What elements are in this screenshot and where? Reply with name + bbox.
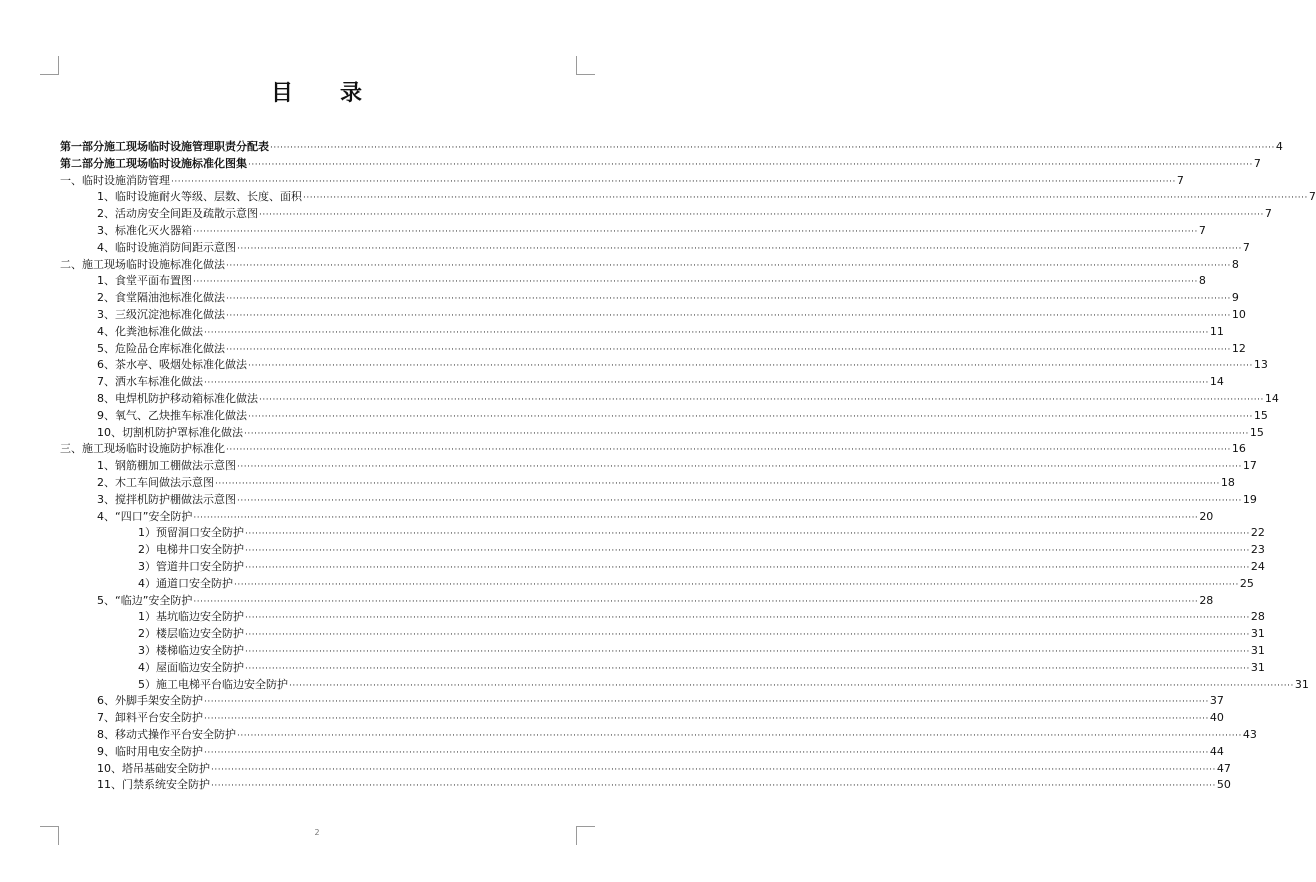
toc-leader-dots: ··········································································································································································································································································································· [215, 479, 1220, 489]
toc-leader-dots: ··········································································································································································································································································································· [204, 378, 1209, 389]
toc-entry-page: 31 [1250, 660, 1265, 674]
toc-entry-number: 1、 [97, 190, 115, 204]
toc-entry-page: 47 [1216, 761, 1231, 775]
toc-entry-number: 1、 [97, 459, 115, 473]
toc-entry-number: 10、 [97, 761, 122, 775]
toc-entry-page: 43 [1242, 728, 1257, 741]
toc-entry[interactable] [138, 525, 1265, 541]
toc-entry-title: 门禁系统安全防护 [122, 778, 210, 792]
toc-entry-page: 31 [1294, 677, 1309, 691]
toc-entry-number: 1、 [97, 274, 115, 288]
toc-entry-page: 40 [1209, 711, 1224, 725]
toc-entry-page: 20 [1199, 509, 1214, 523]
toc-entry-page: 10 [1231, 308, 1246, 321]
toc-leader-dots: ··········································································································································································································································································································· [204, 697, 1209, 708]
toc-entry[interactable] [97, 189, 1316, 205]
toc-entry-number: 第二部分 [60, 156, 104, 170]
toc-entry-page: 12 [1231, 341, 1246, 355]
toc-entry[interactable] [97, 290, 1239, 306]
toc-entry[interactable] [97, 324, 1224, 340]
toc-entry-title: “四口”安全防护 [115, 509, 193, 523]
toc-leader-dots: ··········································································································································································································································································································· [204, 714, 1209, 725]
toc-entry-title: 临时用电安全防护 [115, 744, 203, 758]
toc-entry-page: 14 [1264, 392, 1279, 405]
toc-entry-page: 18 [1220, 476, 1235, 489]
toc-leader-dots: ··········································································································································································································································································································· [204, 327, 1209, 338]
toc-entry-page: 7 [1242, 240, 1250, 254]
toc-entry-title: 三级沉淀池标准化做法 [115, 308, 225, 321]
toc-entry[interactable] [97, 341, 1246, 357]
toc-entry-page: 15 [1253, 408, 1268, 422]
toc-entry[interactable] [97, 408, 1268, 424]
toc-entry-title: 化粪池标准化做法 [115, 324, 203, 338]
toc-leader-dots: ··········································································································································································································································································································· [226, 344, 1231, 355]
toc-leader-dots: ··········································································································································································································································································································· [245, 613, 1250, 624]
toc-entry-page: 28 [1250, 610, 1265, 624]
toc-entry[interactable] [97, 206, 1272, 222]
toc-title-char-1: 目 [270, 80, 294, 106]
toc-leader-dots: ··········································································································································································································································································································· [245, 546, 1250, 557]
toc-leader-dots: ··········································································································································································································································································································· [237, 462, 1242, 473]
toc-leader-dots: ··········································································································································································································································································································· [204, 747, 1209, 758]
toc-entry-title: 临时设施消防管理 [82, 173, 170, 187]
toc-entry-number: 二、 [60, 257, 82, 271]
toc-entry-title: 危险品仓库标准化做法 [115, 341, 225, 355]
toc-leader-dots: ··········································································································································································································································································································· [226, 445, 1231, 456]
toc-entry-page: 24 [1250, 560, 1265, 573]
toc-entry-number: 10、 [97, 425, 122, 439]
toc-entry-page: 28 [1199, 593, 1214, 607]
toc-entry-title: 钢筋棚加工棚做法示意图 [115, 459, 236, 473]
toc-entry[interactable] [97, 425, 1264, 441]
toc-leader-dots: ··········································································································································································································································································································· [245, 630, 1250, 641]
toc-entry-number: 一、 [60, 173, 82, 187]
toc-entry-page: 15 [1249, 425, 1264, 439]
toc-entry[interactable] [97, 761, 1231, 777]
toc-leader-dots: ··········································································································································································································································································································· [248, 159, 1253, 170]
toc-leader-dots: ··········································································································································································································································································································· [245, 647, 1250, 657]
toc-entry-title: 预留洞口安全防护 [156, 526, 244, 540]
toc-leader-dots: ··········································································································································································································································································································· [248, 411, 1253, 422]
toc-leader-dots: ··········································································································································································································································································································· [171, 176, 1176, 187]
toc-entry-title: 活动房安全间距及疏散示意图 [115, 207, 258, 221]
toc-entry-number: 7、 [97, 711, 115, 725]
toc-leader-dots: ··········································································································································································································································································································· [211, 764, 1216, 775]
toc-entry-title: 施工电梯平台临边安全防护 [156, 677, 288, 691]
toc-entry-title: 氧气、乙炔推车标准化做法 [115, 408, 247, 422]
toc-entry-number: 2） [138, 543, 156, 557]
toc-entry[interactable] [97, 273, 1206, 289]
toc-entry-number: 3、 [97, 492, 115, 506]
toc-entry-title: 基坑临边安全防护 [156, 610, 244, 624]
toc-entry-title: 屋面临边安全防护 [156, 660, 244, 674]
toc-entry-page: 37 [1209, 694, 1224, 708]
toc-leader-dots: ··········································································································································································································································································································· [193, 512, 1199, 523]
toc-entry[interactable] [60, 257, 1239, 273]
toc-entry-title: 楼梯临边安全防护 [156, 644, 244, 657]
toc-entry-number: 2、 [97, 291, 115, 305]
crop-mark-top-right [576, 56, 595, 75]
toc-entry[interactable] [97, 391, 1279, 407]
toc-leader-dots: ··········································································································································································································································································································· [193, 596, 1199, 607]
toc-entry-number: 6、 [97, 694, 115, 708]
toc-entry[interactable] [97, 727, 1257, 743]
toc-entry-page: 44 [1209, 744, 1224, 758]
toc-entry-title: 施工现场临时设施标准化做法 [82, 257, 225, 271]
toc-entry[interactable] [138, 609, 1265, 625]
toc-entry[interactable] [97, 492, 1257, 508]
toc-leader-dots: ··········································································································································································································································································································· [245, 663, 1250, 674]
toc-entry-page: 7 [1198, 224, 1206, 237]
toc-entry[interactable] [97, 693, 1224, 709]
toc-entry[interactable] [97, 744, 1224, 760]
toc-entry-title: 茶水亭、吸烟处标准化做法 [115, 358, 247, 372]
toc-entry-page: 7 [1253, 156, 1261, 170]
toc-entry[interactable] [138, 576, 1254, 592]
toc-leader-dots: ··········································································································································································································································································································· [237, 243, 1242, 254]
toc-entry-number: 4、 [97, 509, 115, 523]
toc-entry[interactable] [97, 374, 1224, 390]
toc-entry-number: 1） [138, 526, 156, 540]
toc-entry-title: 楼层临边安全防护 [156, 627, 244, 641]
toc-entry-number: 2、 [97, 476, 115, 489]
toc-leader-dots: ··········································································································································································································································································································· [234, 579, 1239, 590]
toc-leader-dots: ··········································································································································································································································································································· [303, 193, 1308, 204]
toc-entry-number: 4） [138, 576, 156, 590]
toc-entry-page: 23 [1250, 543, 1265, 557]
toc-entry-page: 4 [1275, 140, 1283, 153]
toc-entry[interactable] [97, 458, 1257, 474]
toc-entry-title: 外脚手架安全防护 [115, 694, 203, 708]
toc-entry-title: 管道井口安全防护 [156, 560, 244, 573]
toc-entry-title: 卸料平台安全防护 [115, 711, 203, 725]
toc-leader-dots: ··········································································································································································································································································································· [245, 529, 1250, 540]
toc-entry[interactable] [97, 475, 1235, 491]
toc-entry-number: 3、 [97, 224, 115, 237]
toc-entry[interactable] [60, 441, 1246, 457]
toc-entry-number: 4） [138, 660, 156, 674]
toc-entry[interactable] [138, 677, 1309, 693]
toc-leader-dots: ··········································································································································································································································································································· [259, 395, 1264, 405]
toc-entry-page: 22 [1250, 526, 1265, 540]
toc-entry-page: 7 [1308, 190, 1316, 204]
toc-entry-page: 9 [1231, 291, 1239, 305]
toc-entry-number: 11、 [97, 778, 122, 792]
toc-entry-title: 施工现场临时设施防护标准化 [82, 442, 225, 456]
toc-entry-page: 11 [1209, 324, 1224, 338]
toc-entry-title: 搅拌机防护棚做法示意图 [115, 492, 236, 506]
toc-entry-number: 第一部分 [60, 140, 104, 153]
toc-entry-title: “临边”安全防护 [115, 593, 193, 607]
toc-entry-number: 4、 [97, 324, 115, 338]
toc-entry-page: 31 [1250, 627, 1265, 641]
toc-title-char-2: 录 [340, 80, 364, 106]
toc-leader-dots: ··········································································································································································································································································································· [289, 680, 1294, 691]
toc-entry[interactable] [138, 643, 1265, 659]
toc-entry-number: 1） [138, 610, 156, 624]
toc-entry-title: 电梯井口安全防护 [156, 543, 244, 557]
toc-entry-number: 2、 [97, 207, 115, 221]
toc-entry[interactable] [97, 223, 1206, 239]
toc-leader-dots: ··········································································································································································································································································································· [193, 227, 1198, 237]
toc-entry-title: 塔吊基础安全防护 [122, 761, 210, 775]
toc-leader-dots: ··········································································································································································································································································································· [259, 210, 1264, 221]
toc-entry-number: 5、 [97, 341, 115, 355]
toc-entry-page: 8 [1231, 257, 1239, 271]
toc-entry-title: 施工现场临时设施管理职责分配表 [104, 140, 269, 153]
toc-entry[interactable] [97, 593, 1214, 609]
toc-entry-page: 19 [1242, 492, 1257, 506]
toc-entry[interactable] [138, 626, 1265, 642]
toc-entry-number: 3、 [97, 308, 115, 321]
toc-entry-number: 7、 [97, 375, 115, 389]
toc-entry-page: 7 [1176, 173, 1184, 187]
toc-entry-number: 三、 [60, 442, 82, 456]
toc-entry-title: 洒水车标准化做法 [115, 375, 203, 389]
toc-entry-title: 食堂平面布置图 [115, 274, 192, 288]
toc-entry-number: 3） [138, 644, 156, 657]
toc-leader-dots: ··········································································································································································································································································································· [226, 294, 1231, 305]
toc-leader-dots: ··········································································································································································································································································································· [244, 428, 1249, 439]
toc-leader-dots: ··········································································································································································································································································································· [226, 260, 1231, 271]
toc-entry-page: 13 [1253, 358, 1268, 372]
toc-entry[interactable] [97, 509, 1214, 525]
toc-entry-title: 标准化灭火器箱 [115, 224, 192, 237]
toc-entry-page: 16 [1231, 442, 1246, 456]
toc-entry-title: 切割机防护罩标准化做法 [122, 425, 243, 439]
toc-leader-dots: ··········································································································································································································································································································· [237, 495, 1242, 506]
toc-leader-dots: ··········································································································································································································································································································· [237, 731, 1242, 741]
page-number: 2 [314, 828, 320, 837]
toc-entry-number: 2） [138, 627, 156, 641]
toc-entry[interactable] [97, 307, 1246, 323]
toc-entry-number: 5、 [97, 593, 115, 607]
toc-title [0, 76, 634, 107]
crop-mark-top-left [40, 56, 59, 75]
toc-leader-dots: ··········································································································································································································································································································· [193, 277, 1198, 288]
toc-entry-page: 31 [1250, 644, 1265, 657]
toc-entry-page: 14 [1209, 375, 1224, 389]
toc-entry[interactable] [97, 357, 1268, 373]
toc-leader-dots: ··········································································································································································································································································································· [248, 361, 1253, 372]
toc-entry-number: 8、 [97, 392, 115, 405]
toc-entry-number: 6、 [97, 358, 115, 372]
toc-entry[interactable] [97, 710, 1224, 726]
toc-entry-page: 8 [1198, 274, 1206, 288]
toc-entry-number: 5） [138, 677, 156, 691]
toc-entry-title: 施工现场临时设施标准化图集 [104, 156, 247, 170]
toc-entry-page: 17 [1242, 459, 1257, 473]
toc-entry-title: 移动式操作平台安全防护 [115, 728, 236, 741]
toc-entry-number: 9、 [97, 408, 115, 422]
toc-entry[interactable] [138, 559, 1265, 575]
toc-entry[interactable] [138, 542, 1265, 558]
toc-entry-page: 25 [1239, 576, 1254, 590]
toc-entry-title: 临时设施消防间距示意图 [115, 240, 236, 254]
toc-entry-title: 木工车间做法示意图 [115, 476, 214, 489]
toc-entry[interactable] [97, 777, 1231, 793]
toc-leader-dots: ··········································································································································································································································································································· [211, 781, 1216, 792]
toc-entry[interactable] [60, 156, 1261, 172]
toc-entry-title: 临时设施耐火等级、层数、长度、面积 [115, 190, 302, 204]
toc-entry-number: 4、 [97, 240, 115, 254]
toc-leader-dots: ··········································································································································································································································································································· [245, 563, 1250, 573]
toc-entry[interactable] [60, 173, 1184, 189]
toc-entry-title: 通道口安全防护 [156, 576, 233, 590]
toc-entry[interactable] [138, 660, 1265, 676]
toc-entry-page: 50 [1216, 778, 1231, 792]
toc-leader-dots: ··········································································································································································································································································································· [270, 143, 1275, 153]
toc-entry[interactable] [60, 139, 1283, 155]
toc-entry-number: 3） [138, 560, 156, 573]
toc-entry-number: 9、 [97, 744, 115, 758]
toc-leader-dots: ··········································································································································································································································································································· [226, 311, 1231, 321]
toc-entry-title: 食堂隔油池标准化做法 [115, 291, 225, 305]
toc-entry[interactable] [97, 240, 1250, 256]
toc-entry-title: 电焊机防护移动箱标准化做法 [115, 392, 258, 405]
toc-entry-number: 8、 [97, 728, 115, 741]
toc-entry-page: 7 [1264, 207, 1272, 221]
